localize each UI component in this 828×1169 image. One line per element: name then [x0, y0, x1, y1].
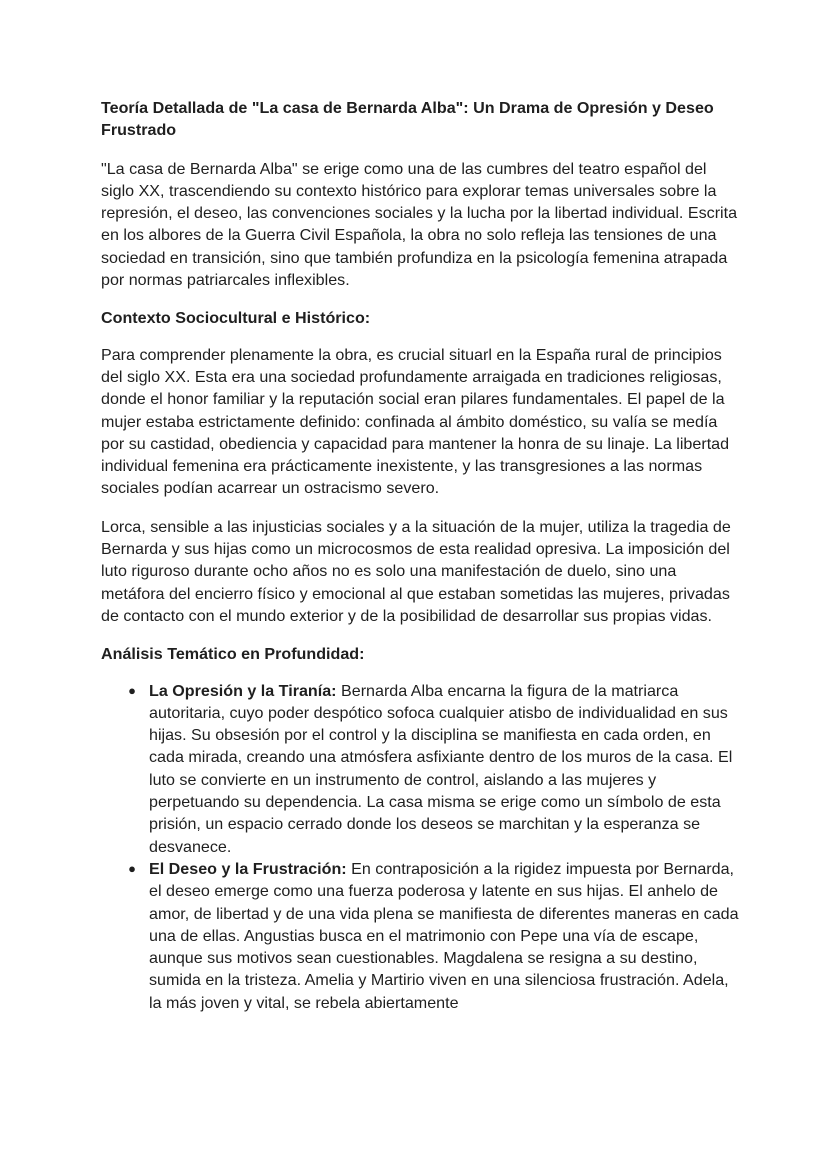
list-item-term: El Deseo y la Frustración: [149, 859, 347, 878]
context-paragraph-1: Para comprender plenamente la obra, es crucial situarl en la España rural de principios del siglo XX. Esta era una sociedad profundamente arraigada en tradiciones religiosas, donde el honor familiar y la reputación social eran pilares fundamentales. El papel de la mujer estaba estrictamente definido: confinada al ámbito doméstico, su valía se medía por su castidad, obediencia y capacidad para mantener la honra de su linaje. La libertad individual femenina era prácticamente inexistente, y las transgresiones a las normas sociales podían acarrear un ostracismo severo. [101, 345, 730, 498]
section-heading-context: Contexto Sociocultural e Histórico: [101, 309, 371, 328]
list-item-term: La Opresión y la Tiranía: [149, 681, 337, 700]
intro-paragraph: "La casa de Bernarda Alba" se erige como una de las cumbres del teatro español del siglo XX, trascendiendo su contexto histórico para explorar temas universales sobre la represión, el deseo, las convenciones sociales y la lucha por la libertad individual. Escrita en los albores de la Guerra Civil Española, la obra no solo refleja las tensiones de una sociedad en transición, sino que también profundiza en la psicología femenina atrapada por normas patriarcales inflexibles. [101, 159, 738, 290]
document-title: Teoría Detallada de "La casa de Bernarda Alba": Un Drama de Opresión y Deseo Frustrado [101, 99, 714, 140]
bullet-icon: ● [128, 860, 136, 876]
theme-list [101, 680, 741, 1014]
context-paragraph-2: Lorca, sensible a las injusticias sociales y a la situación de la mujer, utiliza la tragedia de Bernarda y sus hijas como un microcosmos de esta realidad opresiva. La imposición del luto riguroso durante ocho años no es solo una manifestación de duelo, sino una metáfora del encierro físico y emocional al que estaban sometidas las mujeres, privadas de contacto con el mundo exterior y de la posibilidad de desarrollar sus propias vidas. [101, 517, 731, 625]
bullet-icon: ● [128, 682, 136, 698]
list-item [101, 858, 741, 1014]
section-heading-analysis: Análisis Temático en Profundidad: [101, 645, 365, 664]
list-item-text: Bernarda Alba encarna la figura de la matriarca autoritaria, cuyo poder despótico sofoca cualquier atisbo de individualidad en sus hijas. Su obsesión por el control y la disciplina se manifiesta en cada orden, en cada mirada, creando una atmósfera asfixiante dentro de los muros de la casa. El luto se convierte en un instrumento de control, aislando a las mujeres y perpetuando su dependencia. La casa misma se erige como un símbolo de esta prisión, un espacio cerrado donde los deseos se marchitan y la esperanza se desvanece. [149, 681, 733, 856]
list-item [101, 680, 741, 858]
list-item-text: En contraposición a la rigidez impuesta por Bernarda, el deseo emerge como una fuerza poderosa y latente en sus hijas. El anhelo de amor, de libertad y de una vida plena se manifiesta de diferentes maneras en cada una de ellas. Angustias busca en el matrimonio con Pepe una vía de escape, aunque sus motivos sean cuestionables. Magdalena se resigna a su destino, sumida en la tristeza. Amelia y Martirio viven en una silenciosa frustración. Adela, la más joven y vital, se rebela abiertamente [149, 859, 739, 1012]
document-page [101, 97, 741, 1014]
